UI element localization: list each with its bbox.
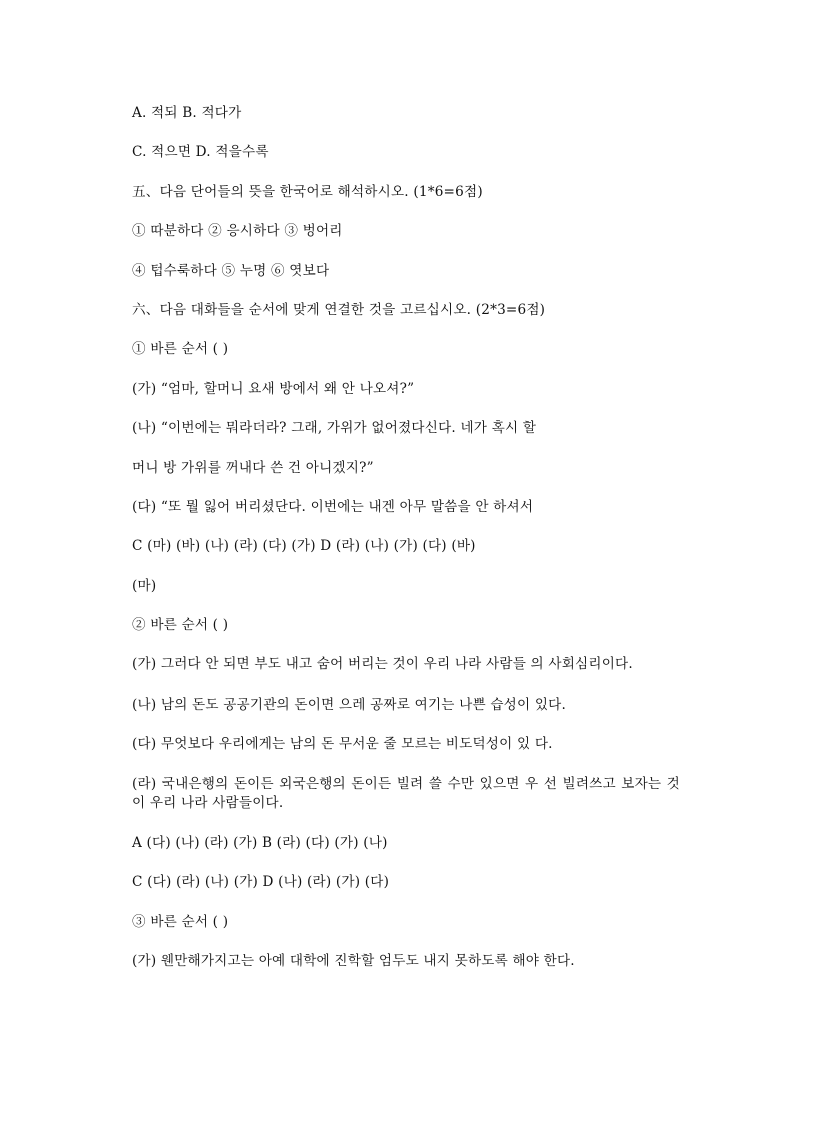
question-1-label: ① 바른 순서 ( ) [132, 341, 229, 358]
dialogue-da: (다) “또 뭘 잃어 버리셨단다. 이번에는 내겐 아무 말씀을 안 하셔서 [132, 498, 534, 515]
answer-options-ab-q2: A (다) (나) (라) (가) B (라) (다) (가) (나) [132, 835, 388, 852]
dialogue-ga: (가) “엄마, 할머니 요새 방에서 왜 안 나오셔?” [132, 380, 415, 397]
answer-options-cd-q1: C (마) (바) (나) (라) (다) (가) D (라) (나) (가) (다) (바) [132, 538, 476, 555]
sentence-ga: (가) 그러다 안 되면 부도 내고 숨어 버리는 것이 우리 나라 사람들 의 사회심리이다. [132, 656, 633, 673]
vocab-items-1-3: ① 따분하다 ② 응시하다 ③ 벙어리 [132, 223, 343, 240]
document-body [132, 104, 680, 992]
section-six-heading: 六、다음 대화들을 순서에 맞게 연결한 것을 고르십시오. (2*3=6점) [132, 301, 546, 318]
answer-option-continuation: (마) [132, 577, 157, 594]
answer-options-cd-q2: C (다) (라) (나) (가) D (나) (라) (가) (다) [132, 874, 390, 891]
question-3-label: ③ 바른 순서 ( ) [132, 913, 229, 930]
sentence-ga-q3: (가) 웬만해가지고는 아예 대학에 진학할 엄두도 내지 못하도록 해야 한다. [132, 953, 575, 970]
sentence-da: (다) 무엇보다 우리에게는 남의 돈 무서운 줄 모르는 비도덕성이 있 다. [132, 736, 553, 753]
dialogue-na-part2: 머니 방 가위를 꺼내다 쓴 건 아니겠지?” [132, 459, 374, 476]
sentence-ra: (라) 국내은행의 돈이든 외국은행의 돈이든 빌려 쓸 수만 있으면 우 선 빌려쓰고 보자는 것이 우리 나라 사람들이다. [132, 775, 680, 811]
question-2-label: ② 바른 순서 ( ) [132, 617, 229, 634]
dialogue-na-part1: (나) “이번에는 뭐라더라? 그래, 가위가 없어졌다신다. 네가 혹시 할 [132, 420, 537, 437]
sentence-na: (나) 남의 돈도 공공기관의 돈이면 으레 공짜로 여기는 나쁜 습성이 있다. [132, 696, 567, 713]
answer-options-ab: A. 적되 B. 적다가 [132, 105, 242, 121]
section-five-heading: 五、다음 단어들의 뜻을 한국어로 해석하시오. (1*6=6점) [132, 183, 483, 200]
answer-options-cd: C. 적으면 D. 적을수록 [132, 144, 269, 161]
vocab-items-4-6: ④ 텁수룩하다 ⑤ 누명 ⑥ 엿보다 [132, 262, 330, 279]
